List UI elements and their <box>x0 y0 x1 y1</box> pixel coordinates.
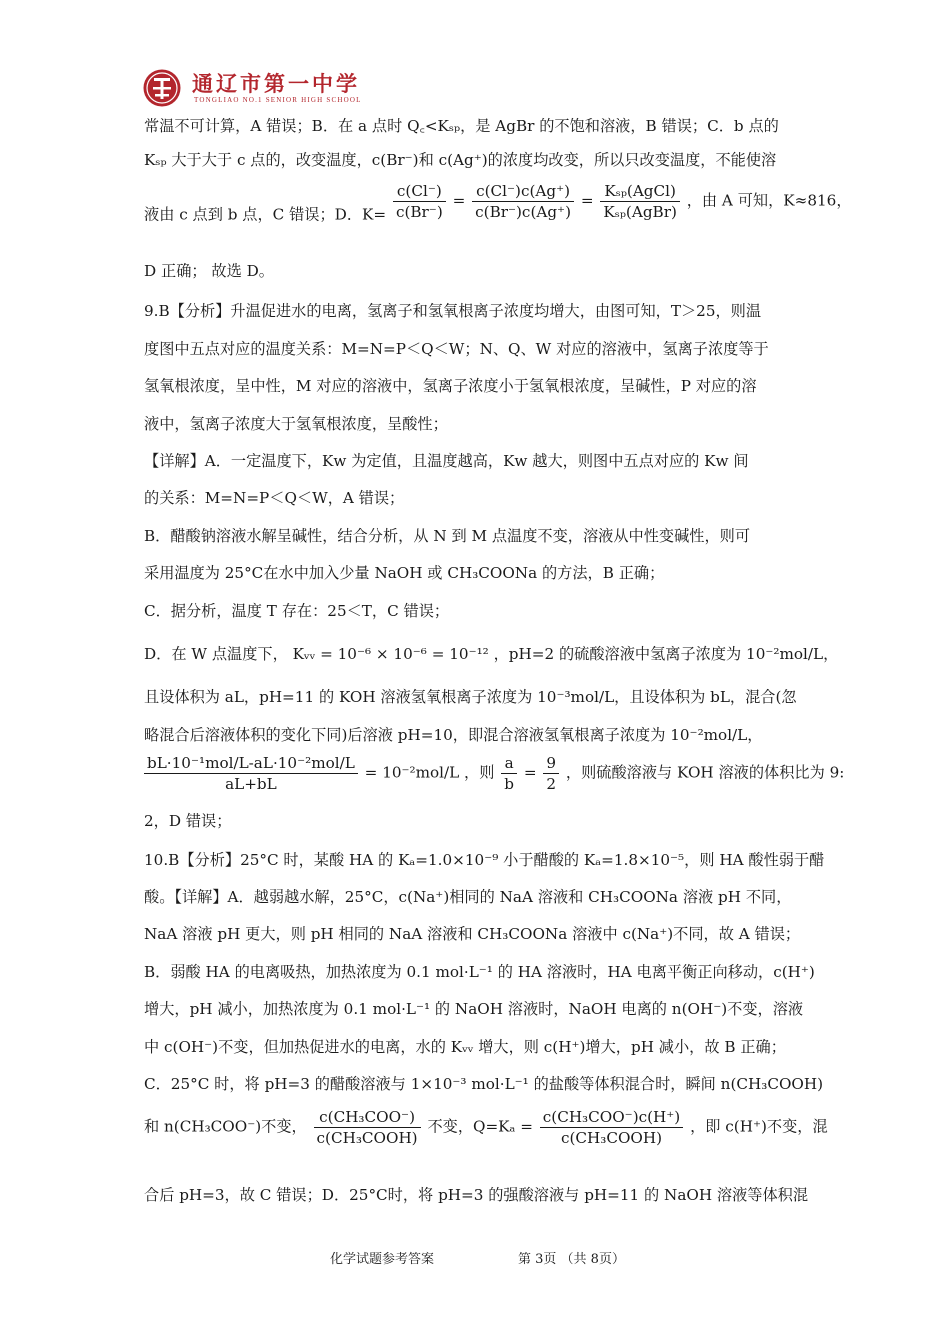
text-line: D 正确； 故选 D。 <box>144 262 274 280</box>
text-line: 的关系：M=N=P＜Q＜W，A 错误； <box>144 489 405 507</box>
text-line: 常温不可计算，A 错误；B．在 a 点时 Q꜀<Kₛₚ，是 AgBr 的不饱和溶液，B 错误；C．b 点的 <box>144 117 779 135</box>
fraction-7 <box>314 1108 421 1147</box>
school-name: 通辽市第一中学 <box>192 71 360 96</box>
text-line: 度图中五点对应的温度关系：M=N=P＜Q＜W；N、Q、W 对应的溶液中，氢离子浓度等于 <box>144 340 769 358</box>
text-line: Kₛₚ 大于大于 c 点的，改变温度，c(Br⁻)和 c(Ag⁺)的浓度均改变，所以只改变温度，不能使溶 <box>144 151 777 169</box>
fraction-denominator: Kₛₚ(AgBr) <box>603 203 677 221</box>
text-line: 氢氧根浓度，呈中性，M 对应的溶液中，氢离子浓度小于氢氧根浓度，呈碱性，P 对应的溶 <box>144 377 757 395</box>
text-line: D．在 W 点温度下， Kᵥᵥ = 10⁻⁶ × 10⁻⁶ = 10⁻¹² ，pH=2 的硫酸溶液中氢离子浓度为 10⁻²mol/L， <box>144 645 839 663</box>
fraction-denominator: c(Br⁻) <box>395 203 443 221</box>
fraction-4 <box>144 754 358 793</box>
footer-page-number: 第 3页 （共 8页） <box>518 1252 625 1267</box>
fraction-denominator: 2 <box>546 775 557 793</box>
text-line: B．弱酸 HA 的电离吸热，加热浓度为 0.1 mol·L⁻¹ 的 HA 溶液时，HA 电离平衡正向移动，c(H⁺) <box>144 963 815 981</box>
fraction-numerator: bL·10⁻¹mol/L-aL·10⁻²mol/L <box>144 754 358 774</box>
school-name-english: TONGLIAO NO.1 SENIOR HIGH SCHOOL <box>194 96 362 104</box>
text-line: 【详解】A．一定温度下，Kw 为定值，且温度越高，Kw 越大，则图中五点对应的 Kw 间 <box>144 452 749 470</box>
text-line: 合后 pH=3，故 C 错误；D．25°C时，将 pH=3 的强酸溶液与 pH=11 的 NaOH 溶液等体积混 <box>144 1186 809 1204</box>
formula-line-k: 液由 c 点到 b 点，C 错误；D．K= $\frac{c(Cl^-)}{c(Br^-)}$ = $\frac{c(Cl^-)c(Ag^+)}{c(Br^-)c(Ag^+)}$ = $\frac{\text{Kₛₚ(AgCl)}}{\text{Kₛₚ(AgBr)}}$ ，由 A 可知，K≈816， <box>144 182 852 224</box>
footer-title: 化学试题参考答案 <box>330 1252 435 1267</box>
fraction-8 <box>540 1108 683 1147</box>
fraction-numerator: c(Cl⁻)c(Ag⁺) <box>472 182 574 202</box>
text-segment: = 10⁻²mol/L ，则 <box>364 763 495 782</box>
text-line: 10.B【分析】25°C 时，某酸 HA 的 Kₐ=1.0×10⁻⁹ 小于醋酸的 Kₐ=1.8×10⁻⁵，则 HA 酸性弱于醋 <box>144 851 825 869</box>
fraction-denominator: b <box>504 775 514 793</box>
fraction-numerator: c(CH₃COO⁻) <box>314 1108 421 1128</box>
text-line: NaA 溶液 pH 更大，则 pH 相同的 NaA 溶液和 CH₃COONa 溶液中 c(Na⁺)不同，故 A 错误； <box>144 925 801 943</box>
text-line: 且设体积为 aL，pH=11 的 KOH 溶液氢氧根离子浓度为 10⁻³mol/L，且设体积为 bL，混合(忽 <box>144 688 797 706</box>
fraction-5 <box>501 754 517 793</box>
text-line: 9.B【分析】升温促进水的电离，氢离子和氢氧根离子浓度均增大，由图可知，T＞25，则温 <box>144 302 762 320</box>
text-line: C．据分析，温度 T 存在：25＜T，C 错误； <box>144 602 450 620</box>
text-segment: = <box>523 763 537 782</box>
fraction-numerator: c(CH₃COO⁻)c(H⁺) <box>540 1108 683 1128</box>
page-header <box>142 66 522 110</box>
text-line: 中 c(OH⁻)不变，但加热促进水的电离，水的 Kᵥᵥ 增大，则 c(H⁺)增大，pH 减小，故 B 正确； <box>144 1038 786 1056</box>
fraction-6 <box>543 754 559 793</box>
fraction-denominator: aL+bL <box>225 775 277 793</box>
text-line: 增大，pH 减小，加热浓度为 0.1 mol·L⁻¹ 的 NaOH 溶液时，NaOH 电离的 n(OH⁻)不变，溶液 <box>144 1000 804 1018</box>
text-line: 2，D 错误； <box>144 812 232 830</box>
text-segment: ，则硫酸溶液与 KOH 溶液的体积比为 9: <box>565 763 845 782</box>
text-segment: 液由 c 点到 b 点，C 错误；D．K= <box>144 205 387 224</box>
text-line: 酸。【详解】A．越弱越水解，25°C，c(Na⁺)相同的 NaA 溶液和 CH₃COONa 溶液 pH 不同， <box>144 888 792 906</box>
text-line: 略混合后溶液体积的变化下同)后溶液 pH=10，即混合溶液氢氧根离子浓度为 10⁻²mol/L， <box>144 726 763 744</box>
fraction-denominator: c(Br⁻)c(Ag⁺) <box>475 203 571 221</box>
text-segment: 不变，Q=Kₐ = <box>427 1117 533 1136</box>
fraction-numerator: c(Cl⁻) <box>393 182 446 202</box>
fraction-2 <box>472 182 574 221</box>
text-line: 采用温度为 25°C在水中加入少量 NaOH 或 CH₃COONa 的方法，B 正确； <box>144 564 665 582</box>
text-segment: ，由 A 可知，K≈816， <box>686 191 852 210</box>
school-logo-icon <box>142 68 182 108</box>
text-line: C．25°C 时，将 pH=3 的醋酸溶液与 1×10⁻³ mol·L⁻¹ 的盐酸等体积混合时，瞬间 n(CH₃COOH) <box>144 1075 824 1093</box>
fraction-3 <box>600 182 680 221</box>
formula-line-volume <box>144 754 844 793</box>
fraction-numerator: 9 <box>543 754 559 774</box>
fraction-numerator: a <box>501 754 517 774</box>
fraction-numerator: Kₛₚ(AgCl) <box>600 182 680 202</box>
text-segment: ，即 c(H⁺)不变，混 <box>690 1117 828 1136</box>
formula-line-ka <box>144 1108 828 1147</box>
fraction-denominator: c(CH₃COOH) <box>316 1129 418 1147</box>
fraction-denominator: c(CH₃COOH) <box>560 1129 663 1147</box>
fraction-1 <box>393 182 446 221</box>
text-line: 液中，氢离子浓度大于氢氧根浓度，呈酸性； <box>144 415 448 433</box>
text-segment: 和 n(CH₃COO⁻)不变， <box>144 1117 307 1136</box>
text-line: B．醋酸钠溶液水解呈碱性，结合分析，从 N 到 M 点温度不变，溶液从中性变碱性，则可 <box>144 527 751 545</box>
